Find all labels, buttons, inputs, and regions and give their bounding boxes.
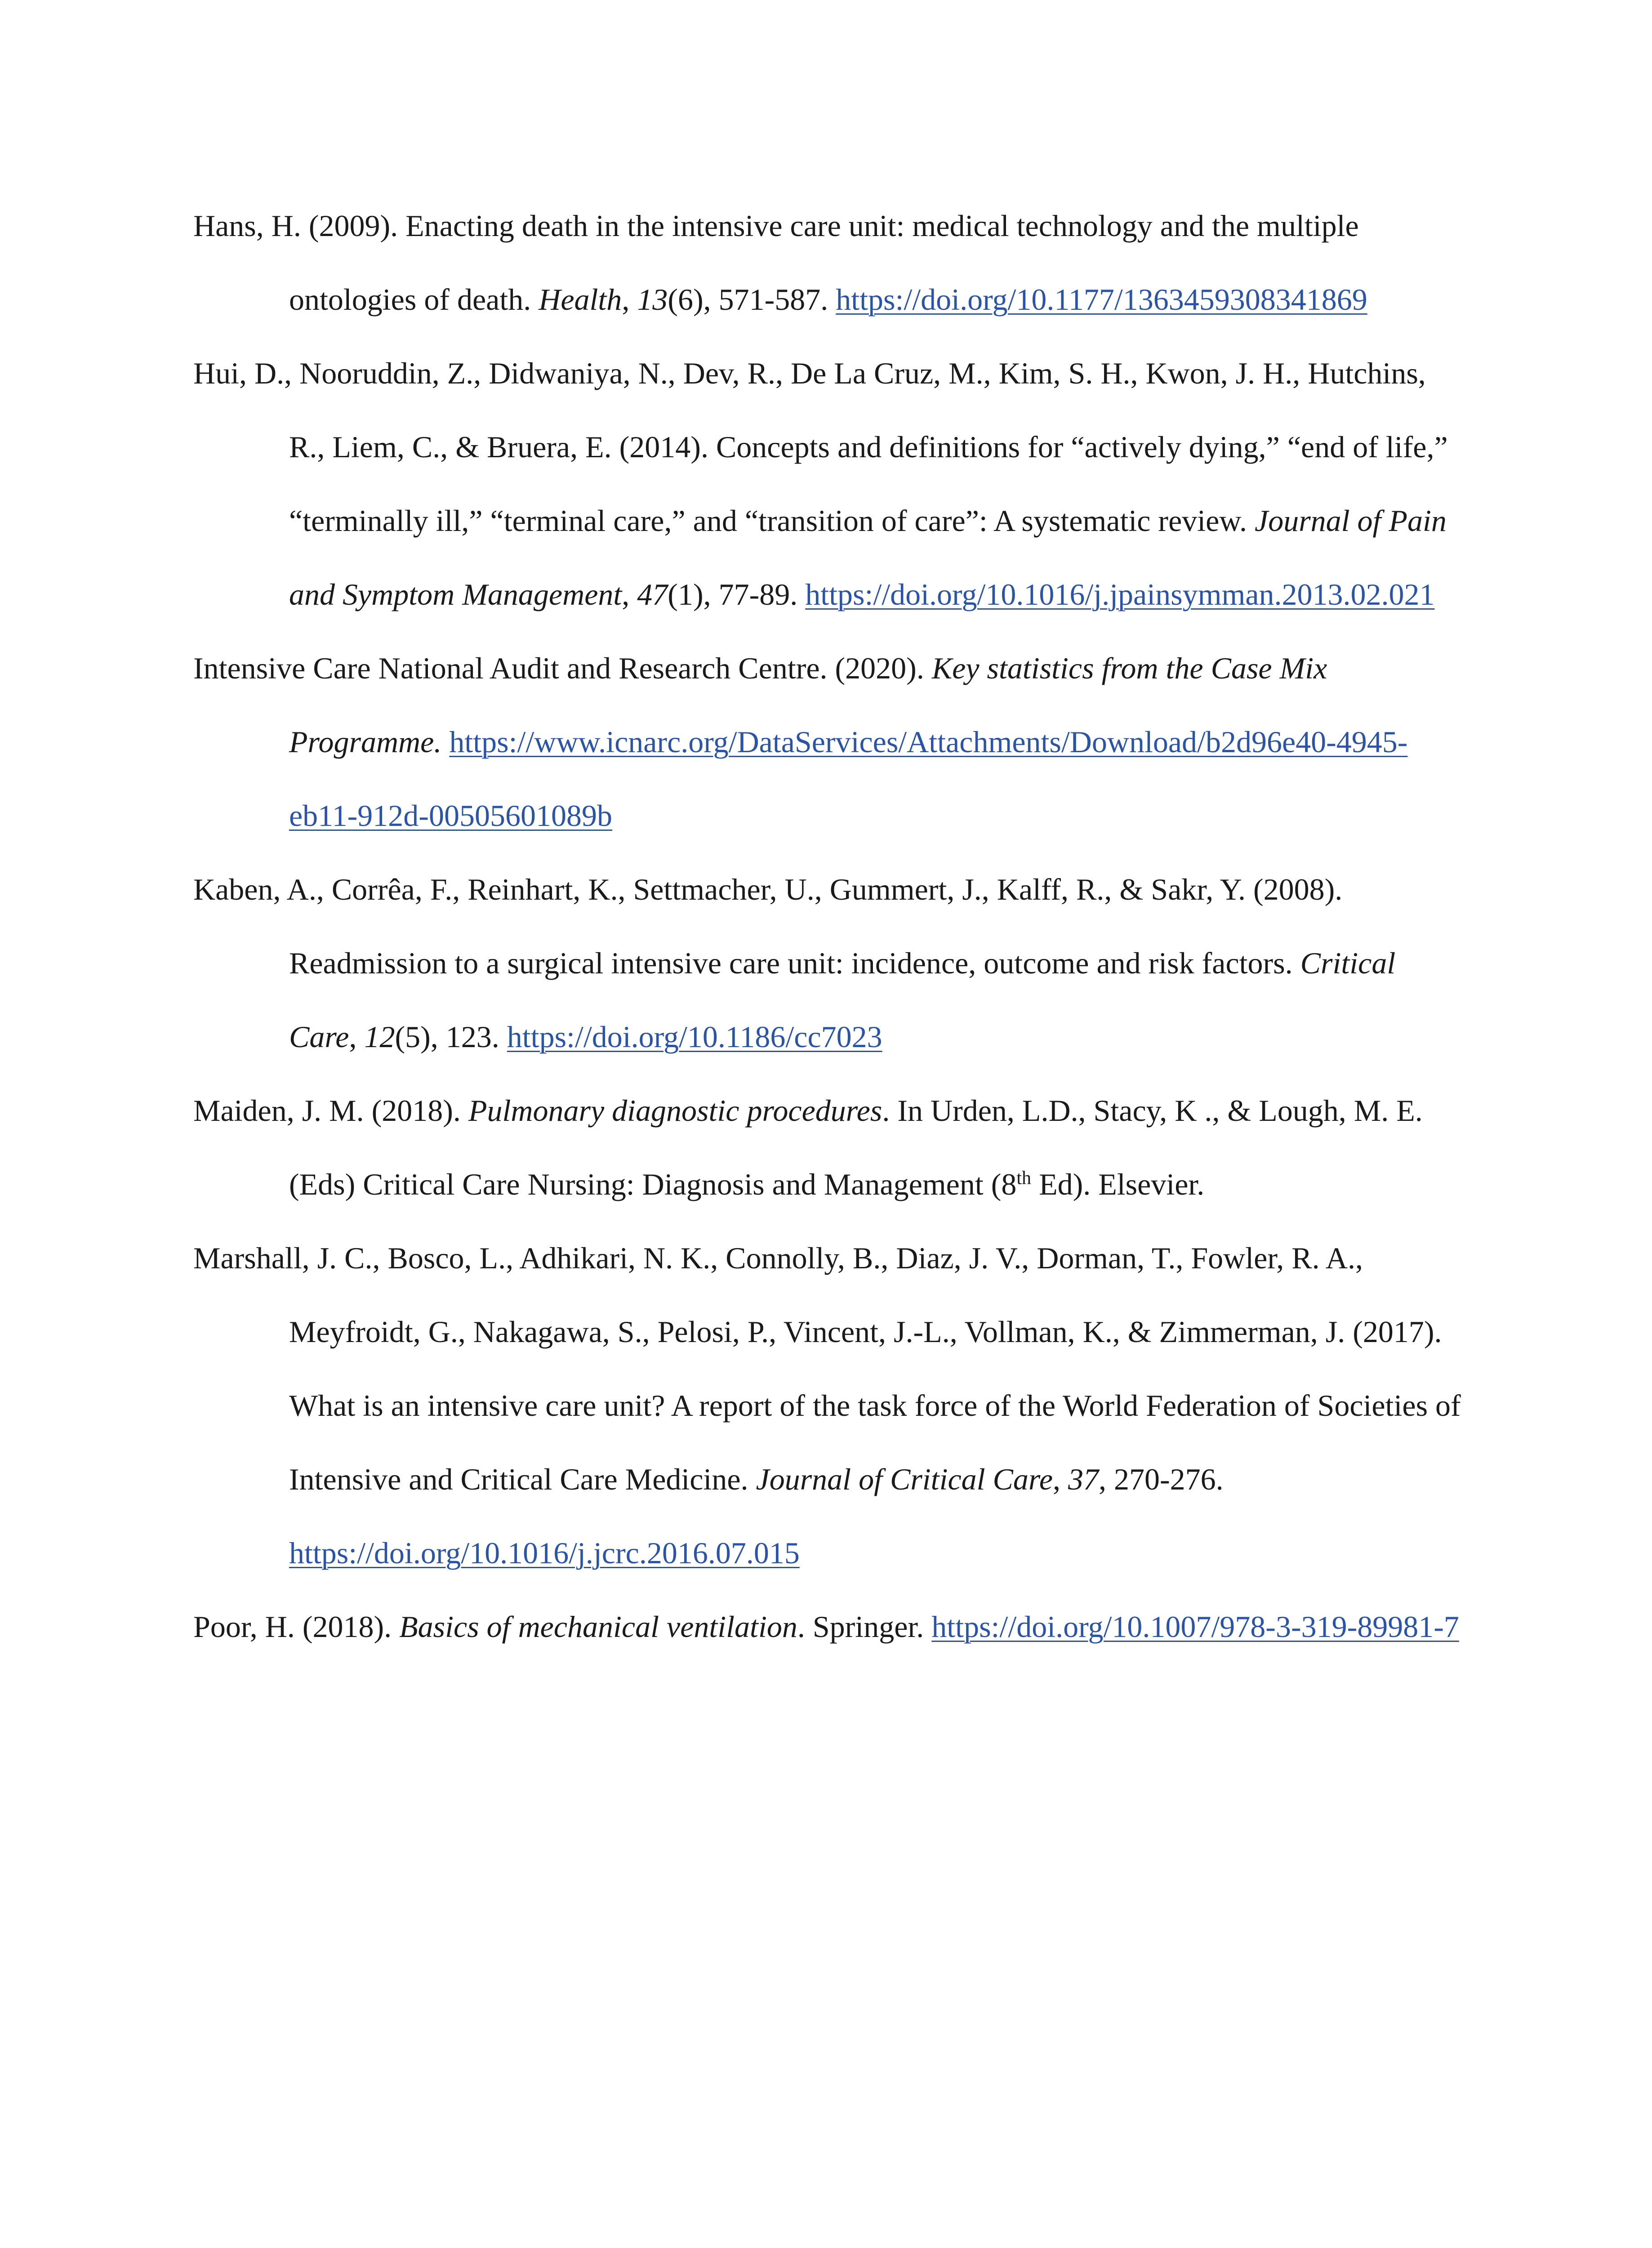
reference-text: (5), 123. <box>395 1020 507 1054</box>
reference-text: , <box>1053 1462 1069 1496</box>
reference-text: , <box>622 282 637 317</box>
reference-text: Marshall, J. C., Bosco, L., Adhikari, N. K., Connolly, B., Diaz, J. V., Dorman, T., Fowler, R. A., Meyfroidt, G., Nakagawa, S., Pelosi, P., Vincent, J.-L., Vollman, K., & Zimmerman, J. (2017). What is an intensive care unit? A report of the task force of the World Federation of Societies of Intensive and Critical Care Medicine. <box>193 1241 1461 1496</box>
url-link[interactable]: https://www.icnarc.org/DataServices/Attachments/Download/b2d96e40-4945-eb11-912d-00505601089b <box>289 725 1408 833</box>
journal-title: Health <box>539 282 622 317</box>
volume-number: 13 <box>637 282 668 317</box>
journal-title: Critical Care <box>289 946 1396 1054</box>
reference-text: Hans, H. (2009). Enacting death in the intensive care unit: medical technology and the multiple ontologies of death. <box>193 209 1359 317</box>
doi-link[interactable]: https://doi.org/10.1177/1363459308341869 <box>836 282 1367 317</box>
reference-text: , <box>349 1020 365 1054</box>
volume-number: 12 <box>364 1020 395 1054</box>
report-title: Key statistics from the Case Mix Programme. <box>289 651 1327 759</box>
volume-number: 47 <box>637 577 668 611</box>
edition-superscript: th <box>1016 1168 1032 1189</box>
reference-entry <box>193 336 1465 631</box>
reference-text: Hui, D., Nooruddin, Z., Didwaniya, N., Dev, R., De La Cruz, M., Kim, S. H., Kwon, J. H., Hutchins, R., Liem, C., & Bruera, E. (2014). Concepts and definitions for “actively dying,” “end of life,” “terminally ill,” “terminal care,” and “transition of care”: A systematic review. <box>193 356 1448 538</box>
doi-link[interactable]: https://doi.org/10.1186/cc7023 <box>507 1020 882 1054</box>
reference-text: (6), 571-587. <box>668 282 836 317</box>
reference-text: , 270-276. <box>1099 1462 1224 1496</box>
reference-entry <box>193 631 1465 852</box>
reference-text <box>441 725 449 759</box>
reference-text: . In Urden, L.D., Stacy, K ., & Lough, M. E. (Eds) Critical Care Nursing: Diagnosis and Management (8 <box>289 1093 1423 1201</box>
reference-entry <box>193 852 1465 1074</box>
reference-entry <box>193 1074 1465 1221</box>
reference-text: . Springer. <box>797 1610 932 1644</box>
reference-entry <box>193 1590 1465 1664</box>
reference-entry <box>193 1221 1465 1590</box>
chapter-title: Pulmonary diagnostic procedures <box>468 1093 882 1128</box>
book-title: Basics of mechanical ventilation <box>399 1610 797 1644</box>
reference-list <box>193 189 1465 1664</box>
reference-text: Kaben, A., Corrêa, F., Reinhart, K., Settmacher, U., Gummert, J., Kalff, R., & Sakr, Y. (2008). Readmission to a surgical intensive care unit: incidence, outcome and risk factors. <box>193 872 1343 980</box>
journal-title: Journal of Critical Care <box>756 1462 1053 1496</box>
journal-title: Journal of Pain and Symptom Management <box>289 504 1447 611</box>
reference-text: Intensive Care National Audit and Research Centre. (2020). <box>193 651 932 685</box>
doi-link[interactable]: https://doi.org/10.1016/j.jpainsymman.2013.02.021 <box>805 577 1435 611</box>
reference-text: , <box>622 577 637 611</box>
reference-text: Ed). Elsevier. <box>1031 1167 1205 1201</box>
doi-link[interactable]: https://doi.org/10.1007/978-3-319-89981-7 <box>931 1610 1459 1644</box>
volume-number: 37 <box>1068 1462 1099 1496</box>
reference-entry <box>193 189 1465 336</box>
reference-text: Poor, H. (2018). <box>193 1610 400 1644</box>
doi-link[interactable]: https://doi.org/10.1016/j.jcrc.2016.07.015 <box>289 1536 800 1570</box>
reference-text: (1), 77-89. <box>668 577 806 611</box>
reference-text: Maiden, J. M. (2018). <box>193 1093 468 1128</box>
